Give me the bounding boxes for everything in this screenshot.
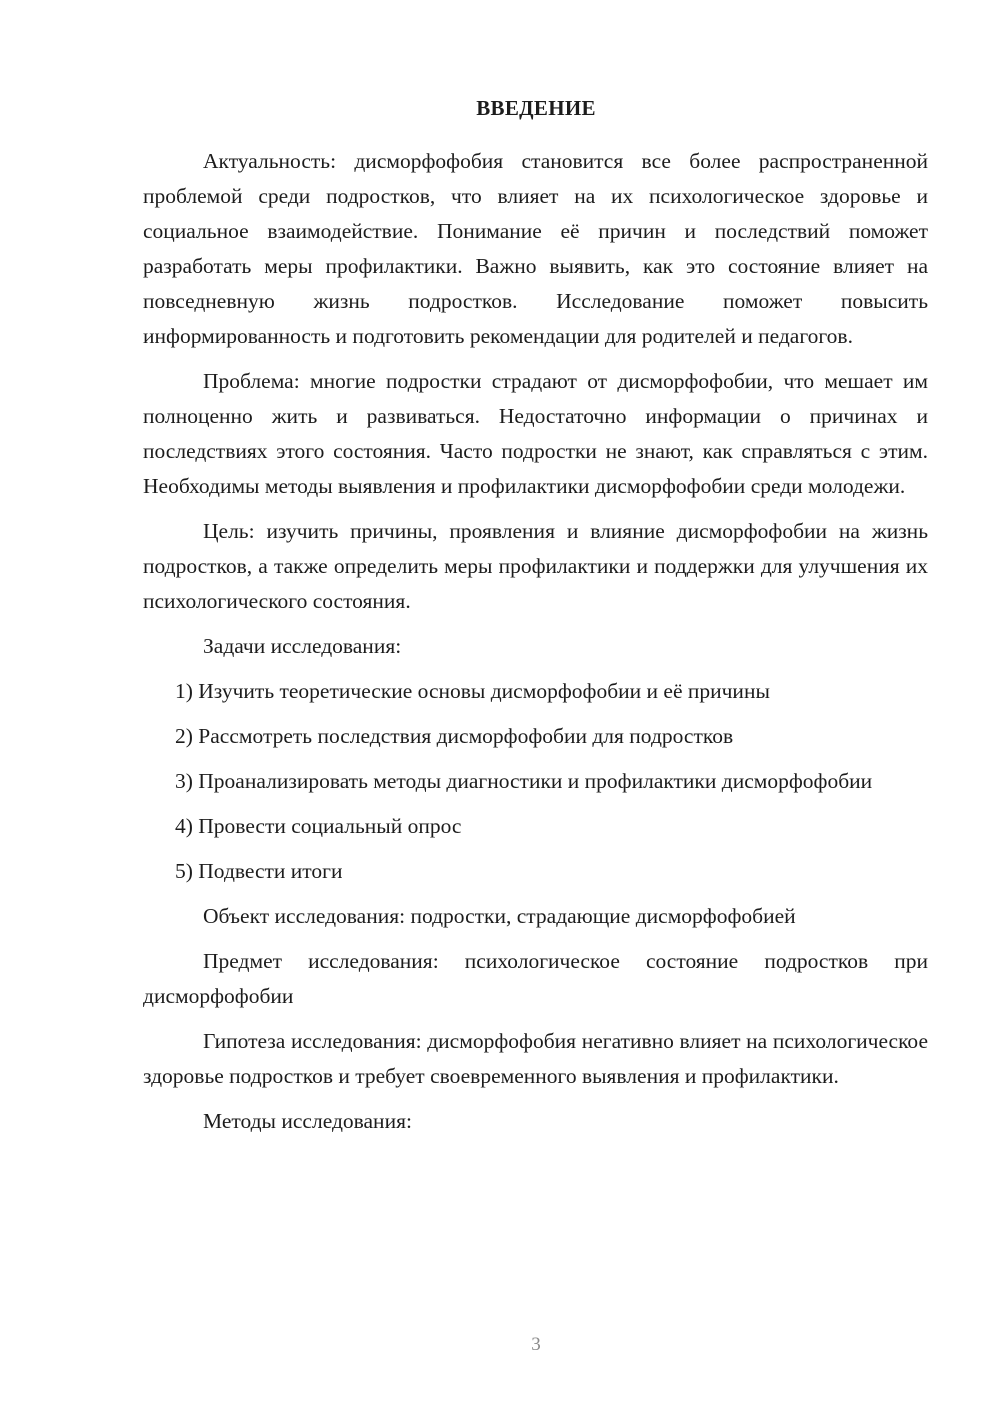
task-item-2: 2) Рассмотреть последствия дисморфофобии для подростков — [175, 724, 734, 748]
page-number: 3 — [531, 1334, 541, 1355]
paragraph-problem: Проблема: многие подростки страдают от дисморфофобии, что мешает им полноценно жить и развиваться. Недостаточно информации о причинах и последствиях этого состояния. Часто подростки не знают, как справляться с этим. Необходимы методы выявления и профилактики дисморфофобии среди молодежи. — [143, 369, 928, 498]
paragraph-tasks-title: Задачи исследования: — [203, 634, 402, 658]
paragraph-object: Объект исследования: подростки, страдающие дисморфофобией — [203, 904, 796, 928]
paragraph-relevance: Актуальность: дисморфофобия становится все более распространенной проблемой среди подростков, что влияет на их психологическое здоровье и социальное взаимодействие. Понимание её причин и последствий поможет разработать меры профилактики. Важно выявить, как это состояние влияет на повседневную жизнь подростков. Исследование поможет повысить информированность и подготовить рекомендации для родителей и педагогов. — [143, 149, 928, 348]
paragraph-methods-title: Методы исследования: — [203, 1109, 412, 1133]
task-item-4: 4) Провести социальный опрос — [175, 814, 462, 838]
section-heading: ВВЕДЕНИЕ — [476, 96, 596, 120]
task-item-3: 3) Проанализировать методы диагностики и профилактики дисморфофобии — [175, 769, 873, 793]
task-item-5: 5) Подвести итоги — [175, 859, 343, 883]
paragraph-hypothesis: Гипотеза исследования: дисморфофобия негативно влияет на психологическое здоровье подростков и требует своевременного выявления и профилактики. — [143, 1029, 928, 1088]
paragraph-goal: Цель: изучить причины, проявления и влияние дисморфофобии на жизнь подростков, а также определить меры профилактики и поддержки для улучшения их психологического состояния. — [143, 519, 928, 613]
task-item-1: 1) Изучить теоретические основы дисморфофобии и её причины — [175, 679, 770, 703]
paragraph-subject: Предмет исследования: психологическое состояние подростков при дисморфофобии — [143, 949, 928, 1008]
document-body — [143, 144, 928, 1149]
